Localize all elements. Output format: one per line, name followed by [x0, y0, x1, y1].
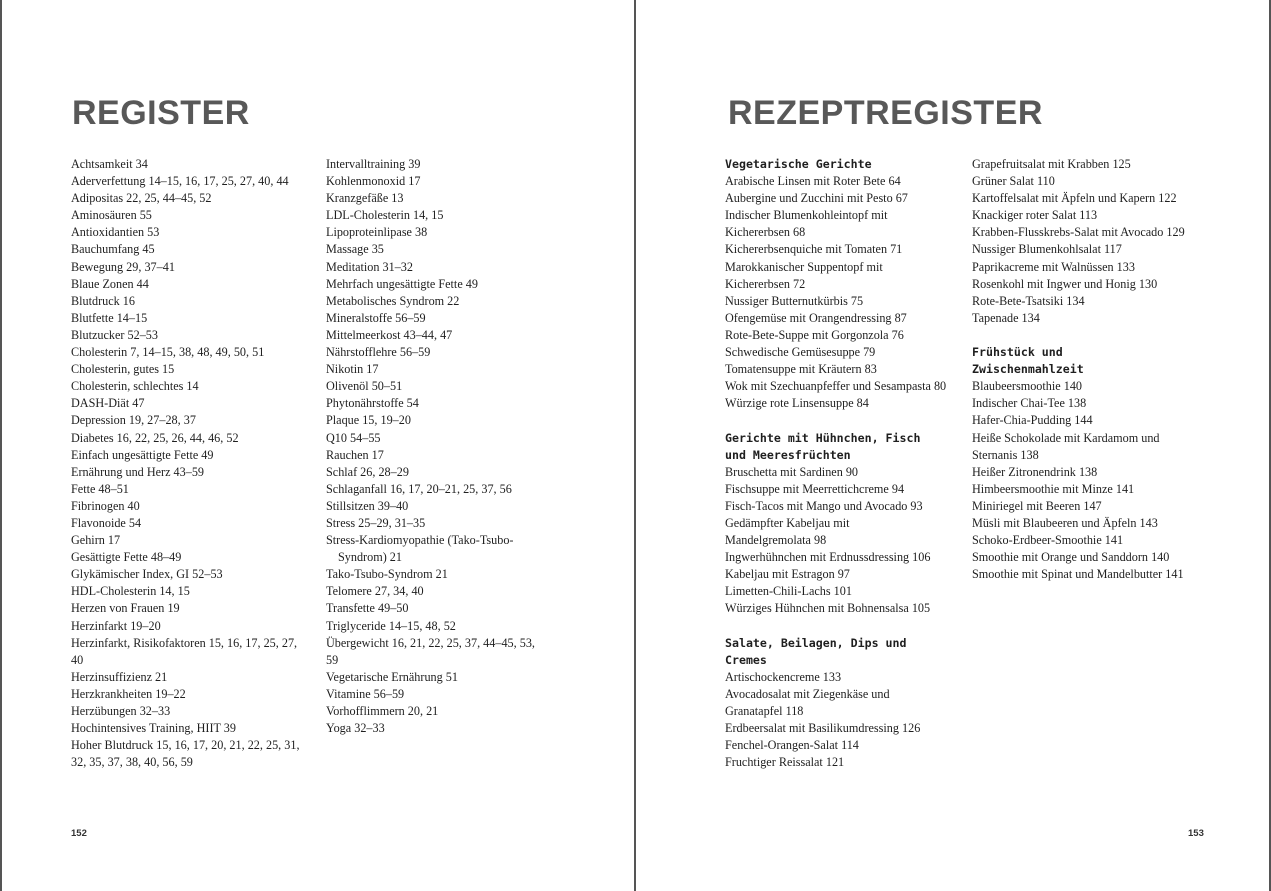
- entry-text: Herzinsuffizienz 21: [71, 669, 168, 684]
- entry-text: Würziges Hühnchen mit Bohnensalsa 105: [725, 601, 931, 616]
- index-entry: [725, 737, 965, 754]
- index-entry: [725, 498, 965, 515]
- entry-text: Schwedische Gemüsesuppe 79: [725, 345, 876, 360]
- entry-continuation: 59: [326, 652, 339, 667]
- entry-text: Nikotin 17: [326, 362, 379, 377]
- entry-text: Glykämischer Index, GI 52–53: [71, 567, 223, 582]
- section-heading: und Meeresfrüchten: [725, 447, 851, 462]
- index-entry: [326, 207, 544, 224]
- entry-text: Krabben-Flusskrebs-Salat mit Avocado 129: [972, 225, 1185, 240]
- index-entry: [71, 224, 311, 241]
- index-entry: [725, 310, 965, 327]
- entry-text: Ofengemüse mit Orangendressing 87: [725, 310, 907, 325]
- section-heading: Zwischenmahlzeit: [972, 362, 1084, 377]
- index-entry: [725, 327, 965, 344]
- entry-text: Wok mit Szechuanpfeffer und Sesampasta 80: [725, 379, 947, 394]
- entry-text: Rosenkohl mit Ingwer und Honig 130: [972, 276, 1158, 291]
- entry-text: Würzige rote Linsensuppe 84: [725, 396, 869, 411]
- entry-text: Heißer Zitronendrink 138: [972, 464, 1098, 479]
- index-entry: [972, 224, 1212, 241]
- section-heading: Gerichte mit Hühnchen, Fisch: [725, 430, 921, 445]
- entry-text: Fenchel-Orangen-Salat 114: [725, 738, 859, 753]
- index-entry: [725, 378, 965, 395]
- index-entry: [972, 498, 1212, 515]
- index-entry: [71, 566, 311, 583]
- entry-text: Herzinfarkt, Risikofaktoren 15, 16, 17, 25, 27,: [71, 635, 298, 650]
- entry-text: HDL-Cholesterin 14, 15: [71, 584, 190, 599]
- entry-text: Massage 35: [326, 242, 384, 257]
- index-entry: [972, 241, 1212, 258]
- entry-text: Herzkrankheiten 19–22: [71, 686, 186, 701]
- index-entry: [972, 259, 1212, 276]
- index-entry: [972, 481, 1212, 498]
- index-entry: [972, 430, 1212, 464]
- index-entry: [725, 720, 965, 737]
- index-entry: [972, 378, 1212, 395]
- index-entry: [326, 481, 544, 498]
- index-entry: [71, 686, 311, 703]
- entry-text: Telomere 27, 34, 40: [326, 584, 424, 599]
- entry-text: Antioxidantien 53: [71, 225, 160, 240]
- index-entry: [972, 156, 1212, 173]
- section-spacer: [725, 412, 965, 429]
- entry-text: LDL-Cholesterin 14, 15: [326, 208, 444, 223]
- index-entry: [326, 583, 544, 600]
- index-entry: [326, 447, 544, 464]
- index-entry: [326, 241, 544, 258]
- index-entry: [326, 515, 544, 532]
- index-entry: [725, 173, 965, 190]
- entry-text: Marokkanischer Suppentopf mit: [725, 259, 883, 274]
- entry-text: Olivenöl 50–51: [326, 379, 403, 394]
- index-entry: [725, 669, 965, 686]
- entry-text: Grüner Salat 110: [972, 174, 1055, 189]
- entry-text: Avocadosalat mit Ziegenkäse und: [725, 686, 890, 701]
- index-entry: [326, 566, 544, 583]
- entry-text: Q10 54–55: [326, 430, 381, 445]
- entry-text: Schlaganfall 16, 17, 20–21, 25, 37, 56: [326, 481, 512, 496]
- entry-text: Blaue Zonen 44: [71, 276, 149, 291]
- entry-text: Hochintensives Training, HIIT 39: [71, 721, 236, 736]
- entry-text: Depression 19, 27–28, 37: [71, 413, 196, 428]
- entry-text: Metabolisches Syndrom 22: [326, 293, 460, 308]
- entry-text: Gedämpfter Kabeljau mit: [725, 515, 850, 530]
- index-entry: [71, 207, 311, 224]
- index-entry: [725, 395, 965, 412]
- entry-text: Schlaf 26, 28–29: [326, 464, 409, 479]
- entry-text: Transfette 49–50: [326, 601, 409, 616]
- entry-text: Blutdruck 16: [71, 293, 135, 308]
- register-title: REGISTER: [72, 94, 250, 132]
- index-entry: [725, 686, 965, 720]
- index-entry: [71, 549, 311, 566]
- entry-text: Hafer-Chia-Pudding 144: [972, 413, 1093, 428]
- index-entry: [326, 224, 544, 241]
- index-entry: [326, 173, 544, 190]
- index-entry: [326, 464, 544, 481]
- index-entry: [725, 190, 965, 207]
- index-entry: [725, 361, 965, 378]
- entry-text: DASH-Diät 47: [71, 396, 145, 411]
- entry-text: Aderverfettung 14–15, 16, 17, 25, 27, 40, 44: [71, 174, 289, 189]
- index-entry: [725, 583, 965, 600]
- index-entry: [71, 378, 311, 395]
- section-spacer: [972, 327, 1212, 344]
- register-column-2: [326, 156, 544, 737]
- entry-continuation: Granatapfel 118: [725, 704, 804, 718]
- entry-text: Rote-Bete-Suppe mit Gorgonzola 76: [725, 327, 904, 342]
- index-entry: [71, 327, 311, 344]
- index-entry: [71, 447, 311, 464]
- index-entry: [326, 378, 544, 395]
- entry-text: Ingwerhühnchen mit Erdnussdressing 106: [725, 550, 931, 565]
- index-entry: [326, 412, 544, 429]
- index-entry: [71, 259, 311, 276]
- entry-text: Himbeersmoothie mit Minze 141: [972, 481, 1135, 496]
- index-entry: [326, 327, 544, 344]
- entry-text: Blaubeersmoothie 140: [972, 379, 1083, 394]
- entry-text: Bruschetta mit Sardinen 90: [725, 464, 859, 479]
- index-entry: [725, 754, 965, 771]
- index-entry: [972, 207, 1212, 224]
- index-entry: [71, 173, 311, 190]
- index-entry: [326, 720, 544, 737]
- entry-text: Mittelmeerkost 43–44, 47: [326, 327, 453, 342]
- entry-text: Rote-Bete-Tsatsiki 134: [972, 293, 1085, 308]
- entry-text: Gesättigte Fette 48–49: [71, 550, 182, 565]
- index-entry: [326, 395, 544, 412]
- entry-text: Limetten-Chili-Lachs 101: [725, 584, 852, 599]
- index-entry: [972, 412, 1212, 429]
- index-entry: [71, 361, 311, 378]
- entry-text: Triglyceride 14–15, 48, 52: [326, 618, 456, 633]
- entry-text: Vorhofflimmern 20, 21: [326, 704, 439, 718]
- entry-text: Herzen von Frauen 19: [71, 601, 180, 616]
- entry-text: Miniriegel mit Beeren 147: [972, 498, 1102, 513]
- index-entry: [972, 566, 1212, 583]
- entry-text: Rauchen 17: [326, 447, 384, 462]
- index-entry: [326, 344, 544, 361]
- index-entry: [972, 515, 1212, 532]
- entry-text: Indischer Chai-Tee 138: [972, 396, 1087, 411]
- entry-text: Herzübungen 32–33: [71, 704, 171, 718]
- index-entry: [725, 515, 965, 549]
- entry-text: Herzinfarkt 19–20: [71, 618, 161, 633]
- index-entry: [71, 276, 311, 293]
- register-column-1: [71, 156, 311, 771]
- index-entry: [326, 190, 544, 207]
- entry-text: Schoko-Erdbeer-Smoothie 141: [972, 533, 1124, 548]
- recipe-column-1: [725, 156, 965, 771]
- entry-text: Kichererbsenquiche mit Tomaten 71: [725, 242, 903, 257]
- entry-continuation: Kichererbsen 68: [725, 225, 806, 240]
- entry-text: Ernährung und Herz 43–59: [71, 464, 205, 479]
- entry-text: Vegetarische Ernährung 51: [326, 669, 458, 684]
- entry-text: Plaque 15, 19–20: [326, 413, 411, 428]
- index-entry: [725, 344, 965, 361]
- entry-text: Artischockencreme 133: [725, 669, 842, 684]
- entry-text: Flavonoide 54: [71, 515, 142, 530]
- section-heading: Vegetarische Gerichte: [725, 157, 872, 171]
- entry-text: Yoga 32–33: [326, 721, 385, 736]
- index-entry: [326, 635, 544, 669]
- entry-text: Arabische Linsen mit Roter Bete 64: [725, 174, 901, 189]
- entry-text: Mehrfach ungesättigte Fette 49: [326, 276, 478, 291]
- index-entry: [725, 259, 965, 293]
- index-entry: [326, 703, 544, 720]
- entry-continuation: Mandelgremolata 98: [725, 533, 827, 548]
- entry-text: Grapefruitsalat mit Krabben 125: [972, 157, 1131, 171]
- index-entry: [326, 430, 544, 447]
- entry-text: Smoothie mit Orange und Sanddorn 140: [972, 550, 1170, 565]
- entry-text: Meditation 31–32: [326, 259, 413, 274]
- entry-text: Blutzucker 52–53: [71, 327, 158, 342]
- entry-text: Achtsamkeit 34: [71, 157, 148, 171]
- entry-text: Bauchumfang 45: [71, 242, 155, 257]
- index-entry: [71, 515, 311, 532]
- entry-text: Mineralstoffe 56–59: [326, 310, 426, 325]
- index-entry: [725, 241, 965, 258]
- entry-text: Cholesterin 7, 14–15, 38, 48, 49, 50, 51: [71, 345, 265, 360]
- entry-text: Nährstofflehre 56–59: [326, 345, 431, 360]
- entry-text: Aubergine und Zucchini mit Pesto 67: [725, 191, 908, 206]
- index-entry: [326, 600, 544, 617]
- entry-continuation: 32, 35, 37, 38, 40, 56, 59: [71, 755, 193, 770]
- entry-text: Fruchtiger Reissalat 121: [725, 755, 845, 770]
- index-entry: [972, 293, 1212, 310]
- entry-text: Fette 48–51: [71, 481, 129, 496]
- index-entry: [71, 669, 311, 686]
- entry-text: Kohlenmonoxid 17: [326, 174, 421, 189]
- index-entry: [725, 464, 965, 481]
- entry-text: Kranzgefäße 13: [326, 191, 404, 206]
- recipe-column-2: [972, 156, 1212, 583]
- entry-text: Diabetes 16, 22, 25, 26, 44, 46, 52: [71, 430, 239, 445]
- entry-text: Blutfette 14–15: [71, 310, 148, 325]
- index-entry: [326, 532, 544, 566]
- entry-text: Hoher Blutdruck 15, 16, 17, 20, 21, 22, 25, 31,: [71, 738, 300, 753]
- index-entry: [725, 293, 965, 310]
- entry-text: Cholesterin, schlechtes 14: [71, 379, 199, 394]
- entry-text: Müsli mit Blaubeeren und Äpfeln 143: [972, 515, 1158, 530]
- index-entry: [326, 310, 544, 327]
- page-number-left: 152: [71, 828, 87, 839]
- entry-text: Phytonährstoffe 54: [326, 396, 419, 411]
- entry-text: Erdbeersalat mit Basilikumdressing 126: [725, 721, 921, 736]
- entry-text: Kabeljau mit Estragon 97: [725, 567, 850, 582]
- index-entry: [972, 464, 1212, 481]
- entry-text: Indischer Blumenkohleintopf mit: [725, 208, 888, 223]
- index-entry: [326, 498, 544, 515]
- entry-text: Intervalltraining 39: [326, 157, 421, 171]
- entry-text: Stress-Kardiomyopathie (Tako-Tsubo-: [326, 533, 514, 548]
- index-entry: [326, 156, 544, 173]
- index-entry: [326, 669, 544, 686]
- entry-text: Tapenade 134: [972, 310, 1040, 325]
- index-entry: [71, 618, 311, 635]
- section-heading: Cremes: [725, 652, 767, 667]
- entry-text: Adipositas 22, 25, 44–45, 52: [71, 191, 212, 206]
- entry-continuation: Sternanis 138: [972, 447, 1039, 462]
- entry-text: Lipoproteinlipase 38: [326, 225, 428, 240]
- entry-text: Kartoffelsalat mit Äpfeln und Kapern 122: [972, 191, 1177, 206]
- page-number-right: 153: [1188, 828, 1204, 839]
- entry-continuation: 40: [71, 652, 84, 667]
- entry-text: Vitamine 56–59: [326, 686, 405, 701]
- index-entry: [71, 293, 311, 310]
- index-entry: [71, 464, 311, 481]
- index-entry: [326, 686, 544, 703]
- entry-text: Paprikacreme mit Walnüssen 133: [972, 259, 1135, 274]
- entry-text: Gehirn 17: [71, 533, 121, 548]
- entry-text: Stress 25–29, 31–35: [326, 515, 426, 530]
- index-entry: [71, 583, 311, 600]
- index-entry: [972, 190, 1212, 207]
- entry-text: Heiße Schokolade mit Kardamom und: [972, 430, 1160, 445]
- entry-text: Tomatensuppe mit Kräutern 83: [725, 362, 877, 377]
- entry-text: Aminosäuren 55: [71, 208, 152, 223]
- entry-text: Nussiger Blumenkohlsalat 117: [972, 242, 1122, 257]
- index-entry: [71, 344, 311, 361]
- index-entry: [71, 600, 311, 617]
- right-page: [636, 0, 1271, 891]
- index-entry: [71, 703, 311, 720]
- index-entry: [326, 293, 544, 310]
- index-entry: [725, 566, 965, 583]
- entry-continuation: Syndrom) 21: [338, 550, 402, 565]
- index-entry: [71, 310, 311, 327]
- index-entry: [71, 412, 311, 429]
- index-entry: [71, 190, 311, 207]
- index-entry: [71, 430, 311, 447]
- index-entry: [972, 173, 1212, 190]
- index-entry: [725, 600, 965, 617]
- index-entry: [71, 498, 311, 515]
- index-entry: [725, 481, 965, 498]
- index-entry: [71, 635, 311, 669]
- index-entry: [326, 276, 544, 293]
- entry-text: Tako-Tsubo-Syndrom 21: [326, 567, 448, 582]
- index-entry: [71, 395, 311, 412]
- entry-text: Bewegung 29, 37–41: [71, 259, 175, 274]
- index-entry: [725, 207, 965, 241]
- entry-text: Fisch-Tacos mit Mango und Avocado 93: [725, 498, 923, 513]
- entry-text: Fibrinogen 40: [71, 498, 140, 513]
- index-entry: [972, 549, 1212, 566]
- index-entry: [71, 720, 311, 737]
- index-entry: [71, 532, 311, 549]
- section-heading: Frühstück und: [972, 345, 1063, 360]
- index-entry: [326, 361, 544, 378]
- index-entry: [972, 395, 1212, 412]
- entry-text: Fischsuppe mit Meerrettichcreme 94: [725, 481, 905, 496]
- section-heading: Salate, Beilagen, Dips und: [725, 635, 907, 650]
- section-spacer: [725, 618, 965, 635]
- index-entry: [972, 310, 1212, 327]
- index-entry: [326, 618, 544, 635]
- index-entry: [71, 241, 311, 258]
- entry-text: Übergewicht 16, 21, 22, 25, 37, 44–45, 53,: [326, 635, 535, 650]
- index-entry: [972, 276, 1212, 293]
- entry-continuation: Kichererbsen 72: [725, 276, 806, 291]
- index-entry: [71, 156, 311, 173]
- index-entry: [326, 259, 544, 276]
- index-entry: [71, 737, 311, 771]
- index-entry: [725, 549, 965, 566]
- index-entry: [71, 481, 311, 498]
- entry-text: Smoothie mit Spinat und Mandelbutter 141: [972, 567, 1184, 582]
- entry-text: Stillsitzen 39–40: [326, 498, 409, 513]
- recipe-register-title: REZEPTREGISTER: [728, 94, 1043, 132]
- index-entry: [972, 532, 1212, 549]
- entry-text: Nussiger Butternutkürbis 75: [725, 293, 864, 308]
- entry-text: Knackiger roter Salat 113: [972, 208, 1098, 223]
- entry-text: Einfach ungesättigte Fette 49: [71, 447, 214, 462]
- entry-text: Cholesterin, gutes 15: [71, 362, 175, 377]
